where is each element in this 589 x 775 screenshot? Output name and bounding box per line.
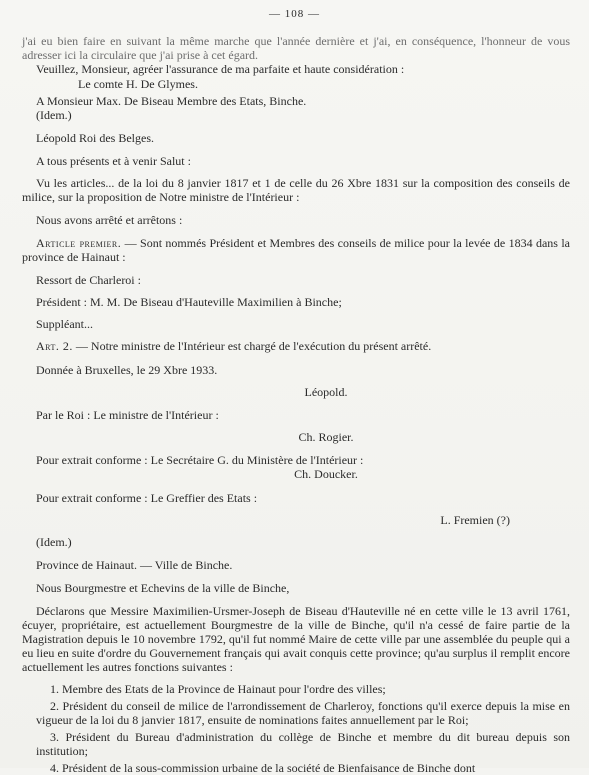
paragraph: Vu les articles... de la loi du 8 janvier 1817 et 1 de celle du 26 Xbre 1831 sur la composition des conseils de milice, sur la proposition de Notre ministre de l'Intérieur : [22, 176, 570, 204]
paragraph: Ressort de Charleroi : [36, 273, 141, 287]
signature: Léopold. [304, 385, 348, 399]
signature: L. Fremien (?) [440, 513, 510, 527]
article-text: — Notre ministre de l'Intérieur est chargé de l'exécution du présent arrêté. [72, 339, 432, 353]
paragraph: (Idem.) [36, 108, 72, 122]
page-number: — 108 — [269, 8, 320, 20]
paragraph: Veuillez, Monsieur, agréer l'assurance de ma parfaite et haute considération : [36, 62, 405, 76]
paragraph: A tous présents et à venir Salut : [36, 154, 191, 168]
paragraph: Donnée à Bruxelles, le 29 Xbre 1933. [36, 363, 218, 377]
signature: Ch. Doucker. [294, 467, 358, 481]
article-text: — Sont nommés Président et Membres des conseils de milice pour la levée de 1834 dans la province de Hainaut : [22, 236, 570, 264]
signature: Le comte H. De Glymes. [78, 77, 198, 91]
article-heading: Article premier. [36, 236, 122, 250]
paragraph: Pour extrait conforme : Le Greffier des Etats : [36, 491, 258, 505]
article-heading: Art. 2. [36, 339, 73, 353]
list-item: 2. Président du conseil de milice de l'arrondissement de Charleroy, fonctions qu'il exerce depuis la mise en vigueur de la loi du 8 janvier 1817, ensuite de nominations faites annuellement par le Roi; [36, 699, 570, 727]
paragraph: Pour extrait conforme : Le Secrétaire G. du Ministère de l'Intérieur : [36, 453, 364, 467]
document-body [22, 34, 570, 775]
paragraph [22, 236, 570, 264]
paragraph: Déclarons que Messire Maximilien-Ursmer-Joseph de Biseau d'Hauteville né en cette ville le 13 avril 1761, écuyer, propriétaire, est actuellement Bourgmestre de la ville de Binche, qu'il n'a cessé de faire partie de la Magistration depuis le 10 novembre 1792, qu'il fut nommé Maire de cette ville par une assemblée du peuple qui a eu lieu en suite d'ordre du Gouvernement français qui avait conquis cette province; qu'au surplus il remplit encore actuellement les autres fonctions suivantes : [22, 604, 570, 674]
paragraph: Suppléant... [36, 317, 93, 331]
list-item: 4. Président de la sous-commission urbaine de la société de Bienfaisance de Binche dont [50, 761, 476, 775]
paragraph: Président : M. M. De Biseau d'Hauteville Maximilien à Binche; [36, 295, 342, 309]
paragraph: Léopold Roi des Belges. [36, 131, 154, 145]
paragraph: Nous avons arrêté et arrêtons : [36, 213, 183, 227]
paragraph: Province de Hainaut. — Ville de Binche. [36, 558, 233, 572]
paragraph: j'ai eu bien faire en suivant la même marche que l'année dernière et j'ai, en conséquence, l'honneur de vous adresser ici la circulaire que j'ai prise à cet égard. [22, 34, 570, 62]
paragraph: Par le Roi : Le ministre de l'Intérieur : [36, 408, 219, 422]
paragraph [22, 339, 570, 353]
signature: Ch. Rogier. [298, 430, 354, 444]
paragraph: (Idem.) [36, 535, 72, 549]
paragraph: Nous Bourgmestre et Echevins de la ville de Binche, [36, 581, 290, 595]
paragraph: A Monsieur Max. De Biseau Membre des Etats, Binche. [36, 94, 307, 108]
list-item: 3. Président du Bureau d'administration du collège de Binche et membre du dit bureau depuis son institution; [36, 730, 570, 758]
list-item: 1. Membre des Etats de la Province de Hainaut pour l'ordre des villes; [50, 682, 386, 696]
